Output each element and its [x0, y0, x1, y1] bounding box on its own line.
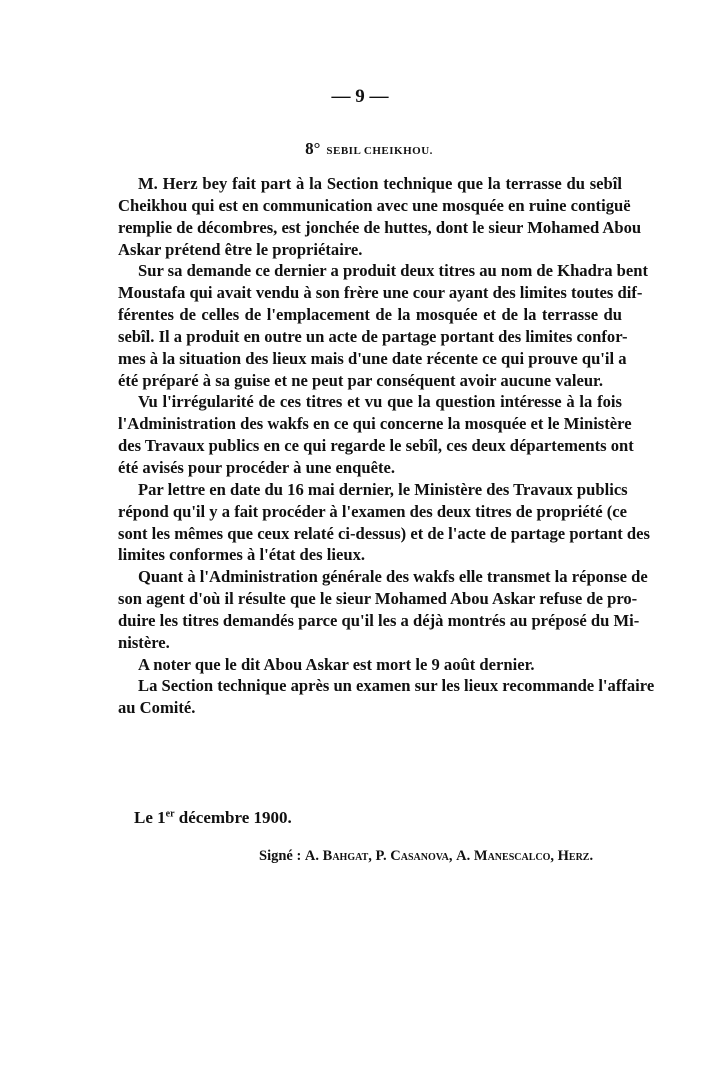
text-line: sebîl. Il a produit en outre un acte de partage portant des limites confor-	[118, 326, 628, 346]
text-line: été avisés pour procéder à une enquête.	[118, 457, 396, 477]
text-line: au Comité.	[118, 698, 196, 718]
paragraph	[118, 479, 650, 566]
signature-line: Signé : A. Bahgat, P. Casanova, A. Manescalco, Herz.	[259, 848, 594, 864]
text-line: férentes de celles de l'emplacement de la mosquée et de la terrasse du	[118, 305, 622, 325]
date-prefix: Le 1	[134, 808, 166, 827]
section-number: 8°	[305, 139, 321, 158]
text-line: son agent d'où il résulte que le sieur Mohamed Abou Askar refuse de pro-	[118, 589, 638, 609]
date-rest: décembre 1900.	[174, 808, 292, 827]
text-line: La Section technique après un examen sur les lieux recommande l'affaire	[138, 676, 655, 696]
text-line: Cheikhou qui est en communication avec une mosquée en ruine contiguë	[118, 195, 631, 215]
text-line: A noter que le dit Abou Askar est mort le 9 août dernier.	[138, 654, 535, 674]
paragraph	[118, 566, 648, 653]
section-heading	[0, 139, 720, 159]
date-line	[134, 808, 292, 828]
paragraph	[118, 654, 622, 676]
signatory: A. Manescalco	[456, 848, 551, 864]
signatory: Herz.	[557, 848, 594, 864]
text-line: l'Administration des wakfs en ce qui concerne la mosquée et le Ministère	[118, 414, 632, 434]
text-line: limites conformes à l'état des lieux.	[118, 545, 366, 565]
text-line: Quant à l'Administration générale des wakfs elle transmet la réponse de	[138, 567, 648, 587]
text-line: été préparé à sa guise et ne peut par conséquent avoir aucune valeur.	[118, 370, 604, 390]
signatory: A. Bahgat	[304, 848, 369, 864]
text-line: duire les titres demandés parce qu'il les a déjà montrés au préposé du Mi-	[118, 610, 640, 630]
text-line: Vu l'irrégularité de ces titres et vu que la question intéresse à la fois	[138, 392, 622, 412]
text-line: Par lettre en date du 16 mai dernier, le Ministère des Travaux publics	[138, 479, 628, 499]
text-line: Askar prétend être le propriétaire.	[118, 239, 363, 259]
page-number: — 9 —	[331, 86, 389, 107]
text-line: mes à la situation des lieux mais d'une date récente ce qui prouve qu'il a	[118, 348, 627, 368]
body-text	[118, 173, 655, 719]
date-sup: er	[165, 808, 175, 820]
text-line: nistère.	[118, 632, 170, 652]
text-line: remplie de décombres, est jonchée de huttes, dont le sieur Mohamed Abou	[118, 217, 642, 237]
paragraph	[118, 173, 642, 260]
text-line: Sur sa demande ce dernier a produit deux titres au nom de Khadra bent	[138, 261, 648, 281]
paragraph	[118, 391, 634, 478]
section-title: SEBIL CHEIKHOU.	[326, 145, 433, 157]
text-line: répond qu'il y a fait procéder à l'examen des deux titres de propriété (ce	[118, 501, 627, 521]
text-line: sont les mêmes que ceux relaté ci-dessus) et de l'acte de partage portant des	[118, 523, 650, 543]
signature-label: Signé :	[259, 848, 305, 864]
paragraph	[118, 260, 648, 391]
paragraph	[118, 675, 655, 719]
text-line: M. Herz bey fait part à la Section technique que la terrasse du sebîl	[138, 174, 622, 193]
signatory: P. Casanova	[375, 848, 449, 864]
text-line: Moustafa qui avait vendu à son frère une cour ayant des limites toutes dif-	[118, 283, 643, 303]
text-line: des Travaux publics en ce qui regarde le sebîl, ces deux départements ont	[118, 436, 634, 456]
